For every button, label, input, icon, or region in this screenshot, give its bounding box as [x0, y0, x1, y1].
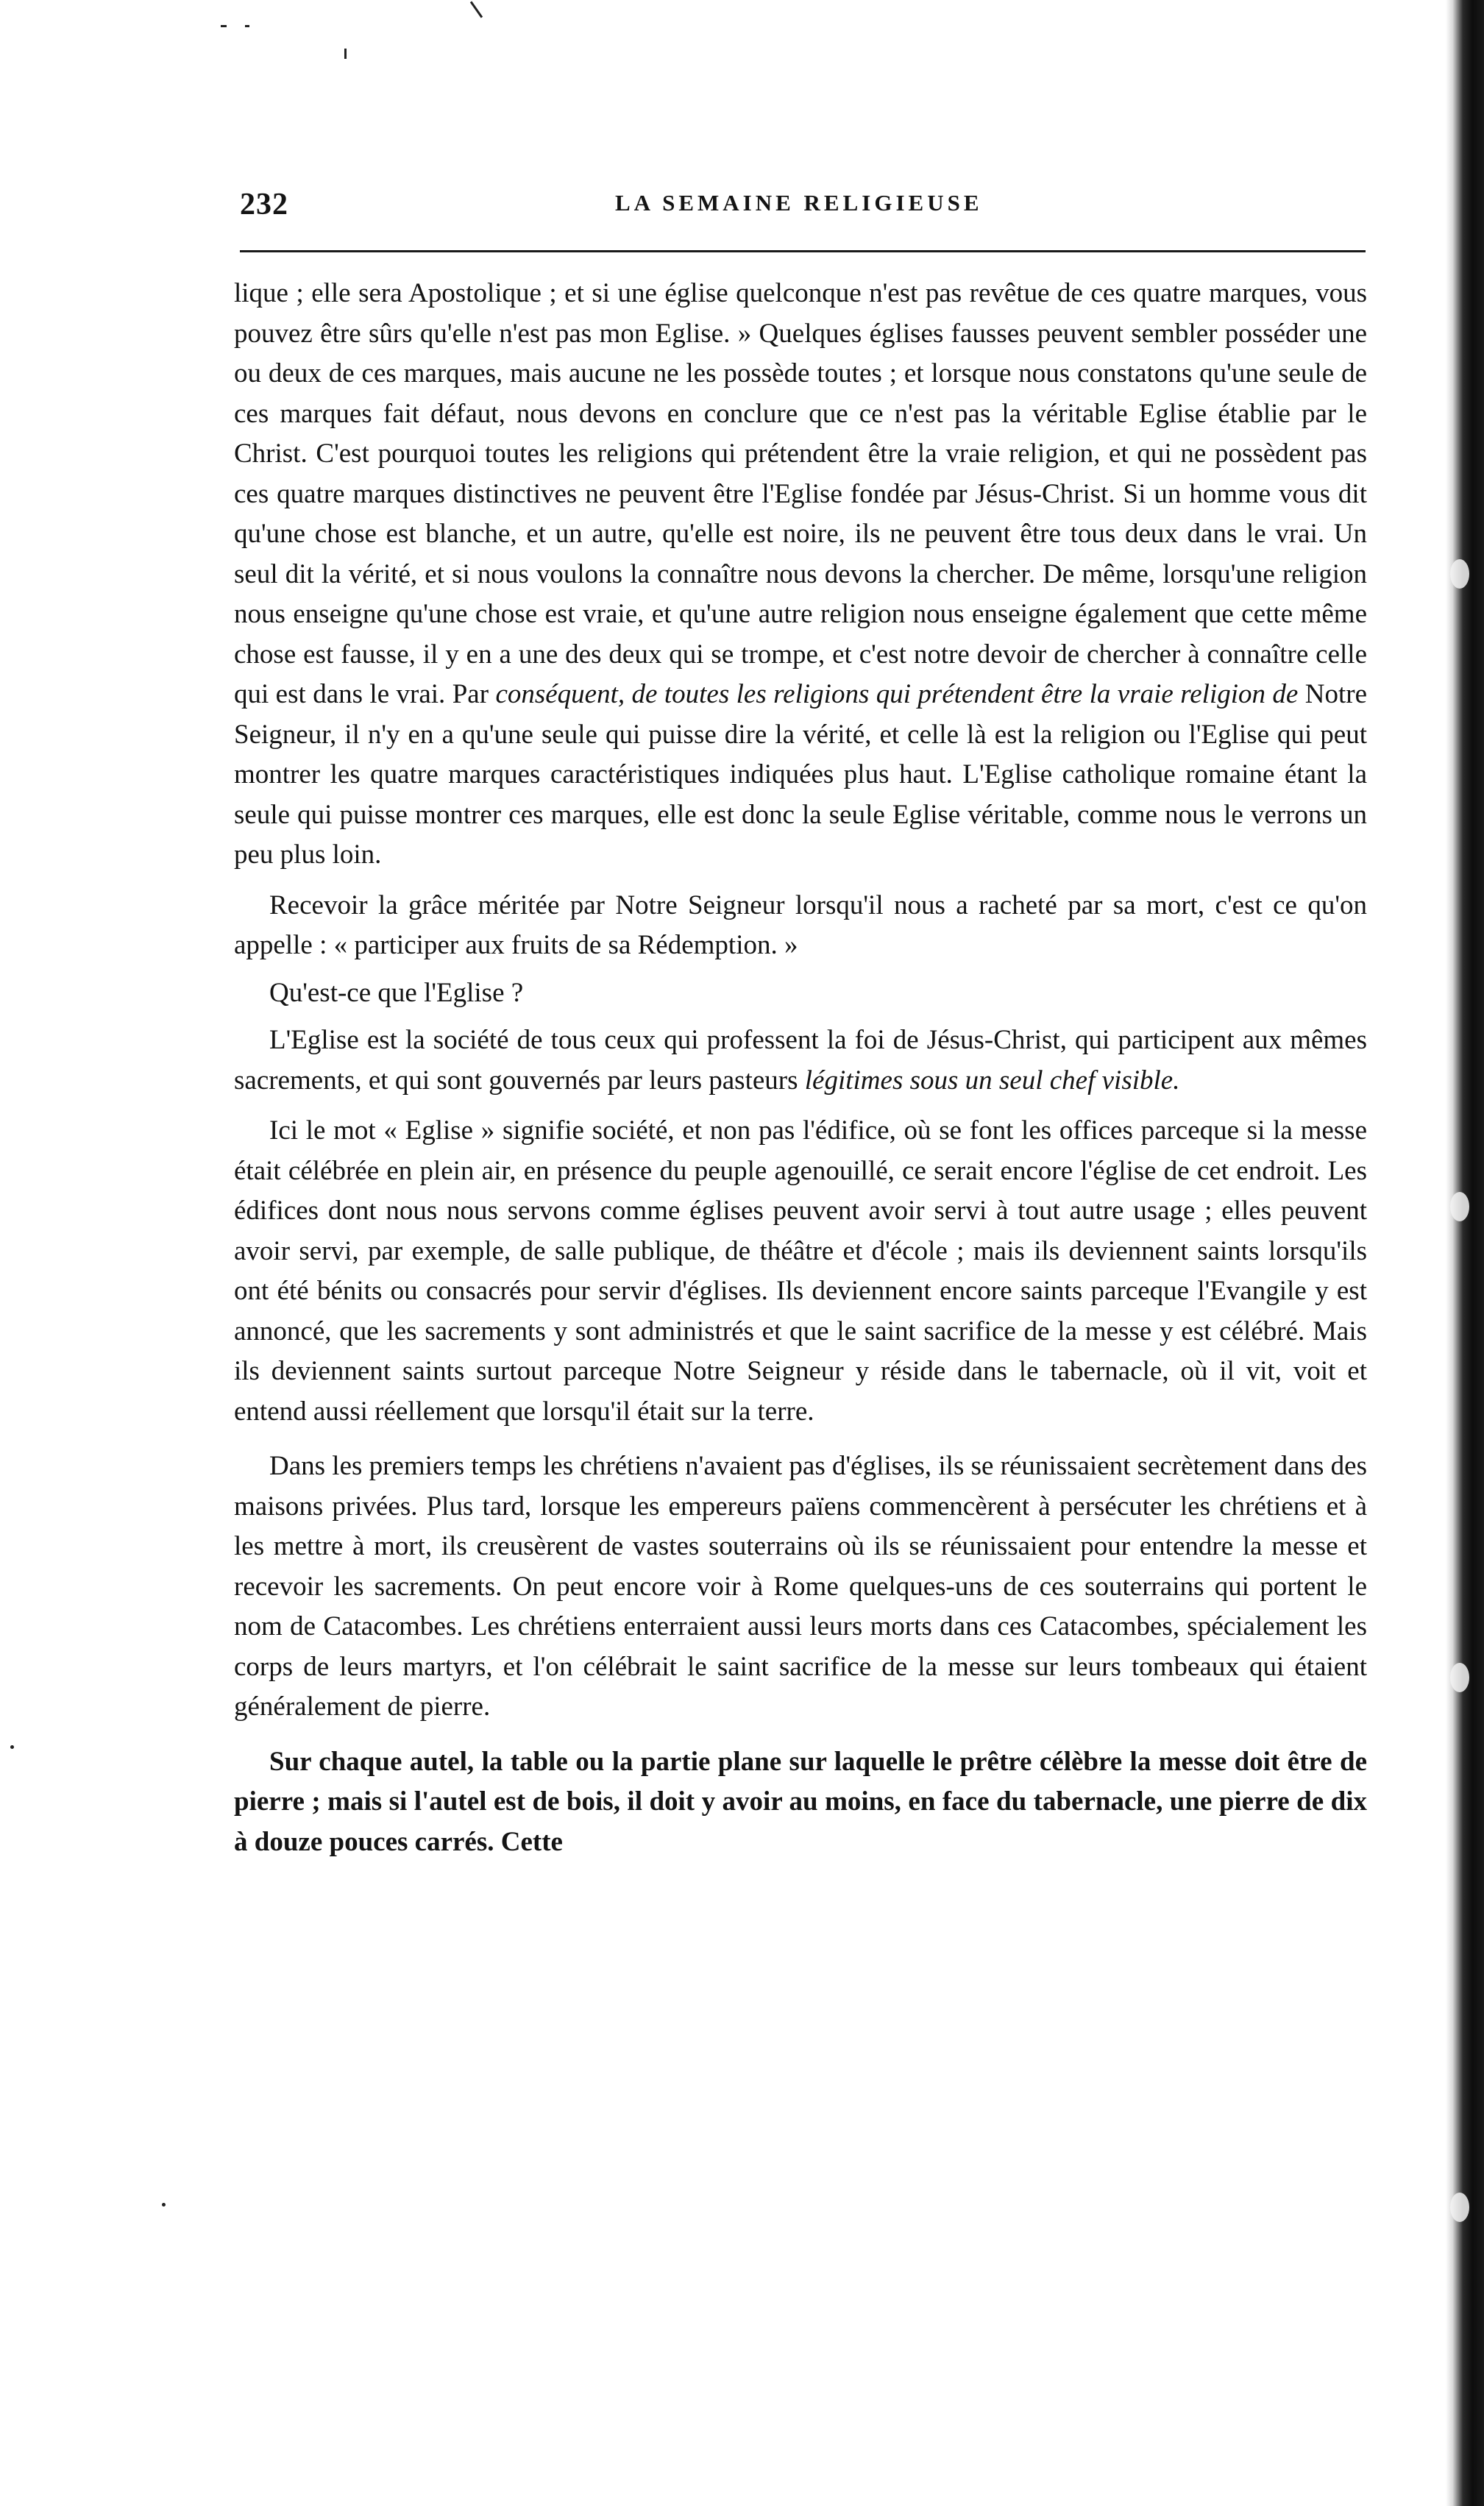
- binding-speck: [1450, 559, 1469, 589]
- scan-mark: [162, 2203, 166, 2207]
- scan-mark: [221, 25, 227, 27]
- question: Qu'est-ce que l'Eglise ?: [269, 977, 524, 1008]
- italic-phrase: légitimes sous un seul chef visible.: [804, 1065, 1180, 1096]
- page-number: 232: [240, 188, 288, 221]
- italic-phrase: conséquent, de toutes les religions qui prétendent être la vraie religion de: [495, 679, 1299, 709]
- binding-speck: [1450, 1663, 1469, 1692]
- scan-mark: [470, 1, 483, 18]
- answer-paragraph: [234, 1020, 1367, 1101]
- scan-mark: [344, 49, 347, 59]
- paragraph-text: Notre Seigneur, il n'y en a qu'une seule qui puisse dire la vérité, et celle là est la religion ou l'Eglise qui peut montrer les quatre marques caractéristiques indiquées plus haut. L'Eglise catholique romaine étant la seule qui puisse montrer ces marques, elle est donc la seule Eglise véritable, comme nous le verrons un peu plus loin.: [234, 679, 1367, 870]
- binding-speck: [1450, 1192, 1469, 1221]
- paragraph: Sur chaque autel, la table ou la partie plane sur laquelle le prêtre célèbre la messe doit être de pierre ; mais si l'autel est de bois, il doit y avoir au moins, en face du tabernacle, une pierre de dix à douze pouces carrés. Cette: [234, 1746, 1367, 1857]
- running-title: LA SEMAINE RELIGIEUSE: [615, 190, 983, 216]
- body-text: [234, 274, 1367, 1862]
- paragraph-text: L'Eglise est la société de tous ceux qui professent la foi de Jésus-Christ, qui participent aux mêmes sacrements, et qui sont gouvernés par leurs pasteurs: [234, 1025, 1367, 1096]
- paragraph-continuation: [234, 274, 1367, 876]
- running-header: [240, 187, 1366, 224]
- scan-mark: [245, 25, 249, 27]
- header-rule: [240, 250, 1366, 252]
- scan-mark: [10, 1745, 14, 1749]
- paragraph: Dans les premiers temps les chrétiens n'avaient pas d'églises, ils se réunissaient secrètement dans des maisons privées. Plus tard, lorsque les empereurs païens commencèrent à persécuter les chrétiens et à les mettre à mort, ils creusèrent de vastes souterrains où ils se réunissaient pour entendre la messe et recevoir les sacrements. On peut encore voir à Rome quelques-uns de ces souterrains qui portent le nom de Catacombes. Les chrétiens enterraient aussi leurs morts dans ces Catacombes, spécialement les corps de leurs martyrs, et l'on célébrait le saint sacrifice de la messe sur leurs tombeaux qui étaient généralement de pierre.: [234, 1451, 1367, 1722]
- binding-speck: [1450, 2193, 1469, 2222]
- paragraph: Ici le mot « Eglise » signifie société, et non pas l'édifice, où se font les offices parceque si la messe était célébrée en plein air, en présence du peuple agenouillé, ce serait encore l'église de cet endroit. Les édifices dont nous nous servons comme églises peuvent avoir servi à tout autre usage ; elles peuvent avoir servi, par exemple, de salle publique, de théâtre et d'école ; mais ils deviennent saints lorsqu'ils ont été bénits ou consacrés pour servir d'églises. Ils deviennent encore saints parceque l'Evangile y est annoncé, que les sacrements y sont administrés et que le saint sacrifice de la messe y est célébré. Mais ils deviennent saints surtout parceque Notre Seigneur y réside dans le tabernacle, où il vit, voit et entend aussi réellement que lorsqu'il était sur la terre.: [234, 1115, 1367, 1427]
- paragraph-text: lique ; elle sera Apostolique ; et si une église quelconque n'est pas revêtue de ces quatre marques, vous pouvez être sûrs qu'elle n'est pas mon Eglise. » Quelques églises fausses peuvent sembler posséder une ou deux de ces marques, mais aucune ne les possède toutes ; et lorsque nous constatons qu'une seule de ces marques fait défaut, nous devons en conclure que ce n'est pas la véritable Eglise établie par le Christ. C'est pourquoi toutes les religions qui prétendent être la vraie religion, et qui ne possèdent pas ces quatre marques distinctives ne peuvent être l'Eglise fondée par Jésus-Christ. Si un homme vous dit qu'une chose est blanche, et un autre, qu'elle est noire, ils ne peuvent être tous deux dans le vrai. Un seul dit la vérité, et si nous voulons la connaître nous devons la chercher. De même, lorsqu'une religion nous enseigne qu'une chose est vraie, et qu'une autre religion nous enseigne également que cette même chose est fausse, il y en a une des deux qui se trompe, et c'est notre devoir de chercher à connaître celle qui est dans le vrai. Par: [234, 278, 1367, 709]
- binding-edge: [1446, 0, 1484, 2506]
- paragraph: Recevoir la grâce méritée par Notre Seigneur lorsqu'il nous a racheté par sa mort, c'est ce qu'on appelle : « participer aux fruits de sa Rédemption. »: [234, 890, 1367, 960]
